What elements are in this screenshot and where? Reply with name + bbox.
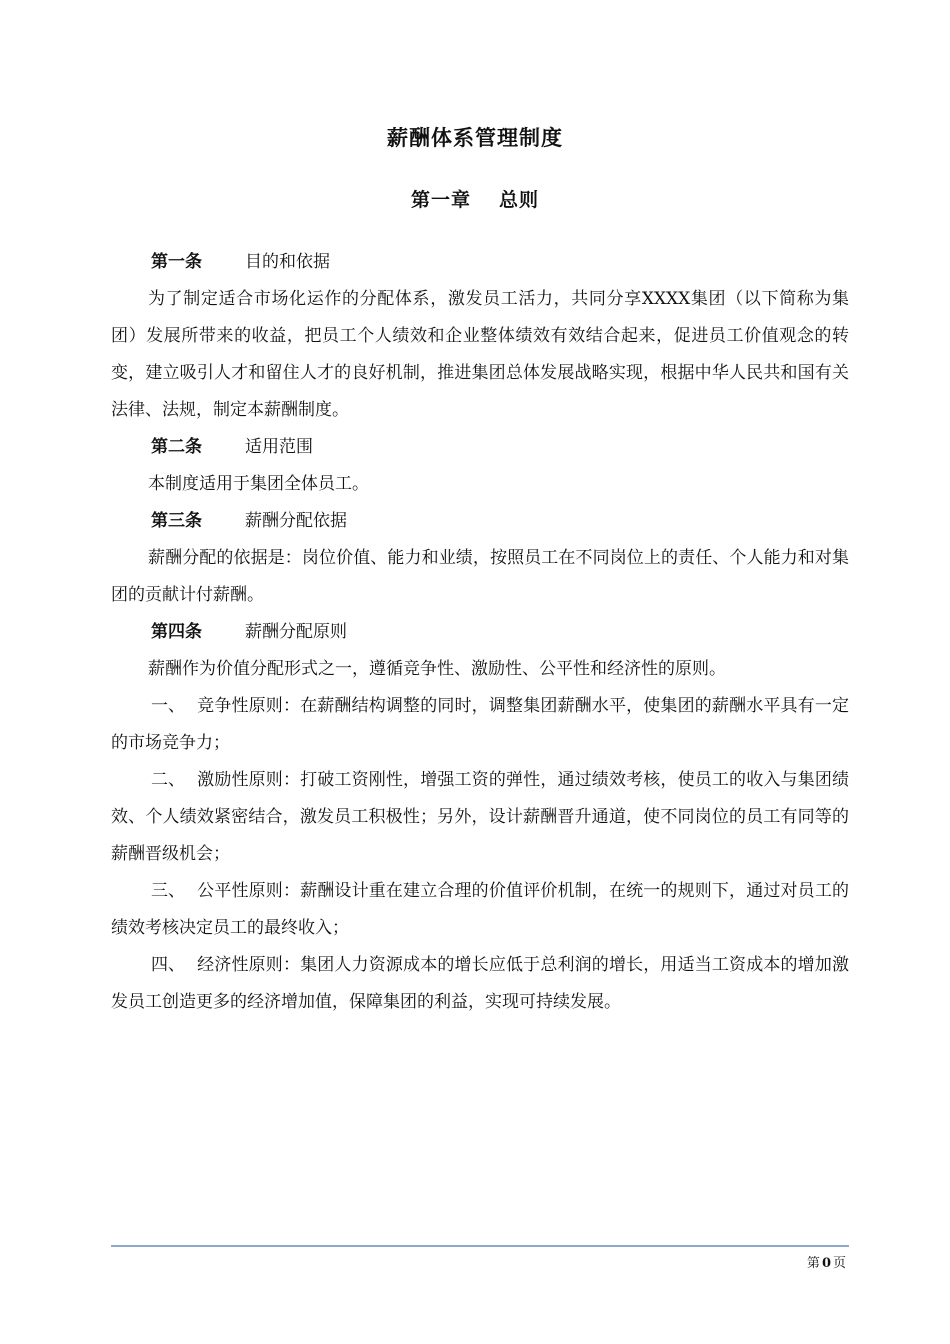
document-body: [111, 244, 849, 1021]
principle-text: 竞争性原则：在薪酬结构调整的同时，调整集团薪酬水平，使集团的薪酬水平具有一定的市场竞争力；: [111, 696, 849, 753]
page-number: [0, 1252, 846, 1271]
principle-item: [111, 762, 849, 873]
article-heading: [111, 244, 849, 281]
page-number-suffix: 页: [832, 1256, 846, 1271]
article-title: 薪酬分配原则: [245, 622, 347, 642]
article-paragraph: 薪酬分配的依据是：岗位价值、能力和业绩，按照员工在不同岗位上的责任、个人能力和对集团的贡献计付薪酬。: [111, 548, 849, 605]
principle-text: 激励性原则：打破工资刚性，增强工资的弹性，通过绩效考核，使员工的收入与集团绩效、个人绩效紧密结合，激发员工积极性；另外，设计薪酬晋升通道，使不同岗位的员工有同等的薪酬晋级机会；: [111, 770, 849, 864]
article-number: 第四条: [151, 622, 202, 642]
footer-divider: [111, 1245, 849, 1247]
page-number-prefix: 第: [806, 1256, 820, 1271]
principle-text: 公平性原则：薪酬设计重在建立合理的价值评价机制，在统一的规则下，通过对员工的绩效考核决定员工的最终收入；: [111, 881, 849, 938]
principle-text: 经济性原则：集团人力资源成本的增长应低于总利润的增长，用适当工资成本的增加激发员工创造更多的经济增加值，保障集团的利益，实现可持续发展。: [111, 955, 849, 1012]
document-title: 薪酬体系管理制度: [387, 126, 563, 150]
principle-mark: 一、: [151, 696, 185, 716]
article-heading: [111, 429, 849, 466]
article-title: 薪酬分配依据: [245, 511, 347, 531]
chapter-name: 总则: [499, 189, 540, 211]
principle-mark: 四、: [151, 955, 185, 975]
article-title: 目的和依据: [245, 252, 330, 272]
article-title: 适用范围: [245, 437, 313, 457]
chapter-label: 第一章: [410, 189, 471, 211]
principle-item: [111, 688, 849, 762]
page-number-value: 0: [821, 1256, 831, 1271]
article-paragraph: 本制度适用于集团全体员工。: [148, 474, 369, 494]
article-heading: [111, 503, 849, 540]
article-paragraph: 薪酬作为价值分配形式之一，遵循竞争性、激励性、公平性和经济性的原则。: [148, 659, 726, 679]
article-number: 第一条: [151, 252, 202, 272]
principle-mark: 三、: [151, 881, 185, 901]
principle-mark: 二、: [151, 770, 185, 790]
article-heading: [111, 614, 849, 651]
principle-item: [111, 873, 849, 947]
article-number: 第二条: [151, 437, 202, 457]
article-number: 第三条: [151, 511, 202, 531]
chapter-title: [0, 185, 950, 212]
article-paragraph: 为了制定适合市场化运作的分配体系，激发员工活力，共同分享XXXX集团（以下简称为集团）发展所带来的收益，把员工个人绩效和企业整体绩效有效结合起来，促进员工价值观念的转变，建立吸引人才和留住人才的良好机制，推进集团总体发展战略实现，根据中华人民共和国有关法律、法规，制定本薪酬制度。: [111, 289, 849, 420]
principle-item: [111, 947, 849, 1021]
